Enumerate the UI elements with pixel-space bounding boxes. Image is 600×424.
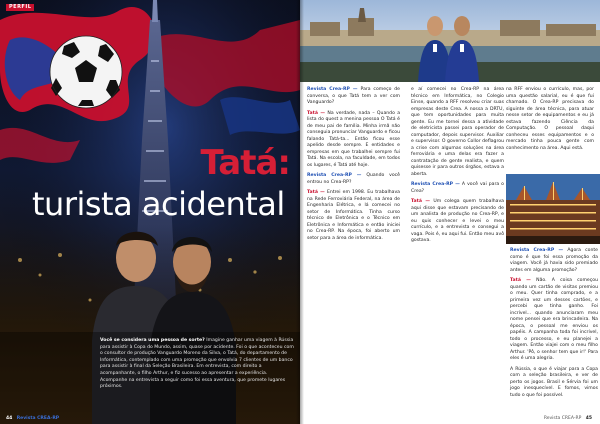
article-paragraph xyxy=(307,111,400,170)
photo-moscow-river xyxy=(300,0,600,82)
article-paragraph xyxy=(307,87,400,107)
interviewee-label: Tatá — xyxy=(307,190,328,195)
article-title-line-2: turista acidental xyxy=(32,185,285,223)
paragraph-text: na RFF enviou o currículo, mas, por uma questão salarial, eu é que fui chamado. O Crea-RP precisava do siguinte de área técnica, para atuar nesse setor de equipamentos e eu já estava fazendo Ciência da Computação. O pessoal daqui conheceu esses equipamentos e o mercado tinha pouca gente com conhecimento na área. Aqui está. xyxy=(506,87,594,151)
article-paragraph xyxy=(307,173,400,186)
interviewee-label: Tatá — xyxy=(510,278,537,283)
paragraph-text: Entrei em 1998. Eu trabalhava na Rede Ferroviária Federal, na área de Engenharia Elétrica, e lá comecei no setor de Informática. Tinha curso técnico de Eletrônica e o Técnico em Eletrônica e Informática e então iniciei no Crea-RP. Na época, foi aberto um setor para a área de informática. xyxy=(307,190,400,241)
right-footer xyxy=(544,416,592,421)
interviewer-label: Revista Crea-RP — xyxy=(307,173,367,178)
page-number-right: 45 xyxy=(585,416,592,421)
left-footer xyxy=(6,416,59,421)
article-column-3-bottom xyxy=(510,248,598,403)
interviewee-label: Tatá — xyxy=(411,199,434,204)
paragraph-text: e aí comecei no Crea-RP na área técnico em Informática, no Colegio Einse, quando a RFF resolveu criar suas empresas deste Crea. A nossa a DRTU, que tem oportunidades para muita gente. Eu me tornei dessa a atividade de eletricista passei para operador de computador, depois supervisor. Auxiliar e supervisor. O governo Collor deflagrou a crise com algumas soluções na área ferroviária e uma delas era fazer a contratação de gente realista, e quem quisesse ir para outros órgãos, estava a aberta. xyxy=(411,87,504,177)
paragraph-text: Para começo de conversa, o que Tatá tem a ver com Vanguardo? xyxy=(307,87,401,105)
intro-paragraph xyxy=(100,338,295,391)
paragraph-text: Na verdade, nada – Quando a lista do quest a menina pessoa O Tatá é de meu pai de família. Minha irmã não conseguia pronunciar Vanguardo e ficou falando Tatá-ta... Então ficou esse apelido desde sempre. E entidades e empresas em que trabalhei sempre fui Tatá. Na escola, na faculdade, em todos os lugares, é Tatá até hoje. xyxy=(307,110,401,168)
article-paragraph xyxy=(506,87,594,152)
paragraph-text: Quando você entrou no Crea-RP? xyxy=(307,173,400,185)
soccer-ball-icon xyxy=(50,36,122,108)
article-paragraph xyxy=(510,367,598,400)
right-page xyxy=(300,0,600,424)
article-title-line-1: Tatá: xyxy=(200,143,290,183)
page-number-left: 44 xyxy=(6,416,13,421)
article-column-3-top xyxy=(506,87,594,156)
paragraph-text: Um colega quem trabalhava aqui disse que estavam precisando de um analista de produção no Crea-RP, e eu quis conhecer e levei o meu currículo, e a entrevista e consegui a vaga. Pois é, eu aqui fui. Então meu avô gostava. xyxy=(411,199,504,243)
article-paragraph xyxy=(307,190,400,242)
article-paragraph xyxy=(411,182,504,195)
paragraph-text: A Rússia, o que é viajar para a Copa com a seleção brasileira, e ver de perto os jogos. Brasil e Sérvia foi um jogo inesquecível. E fomos, vimos tudo o que foi possível. xyxy=(510,366,598,398)
paragraph-text: A você vai para o Crea? xyxy=(411,182,504,194)
article-paragraph xyxy=(411,87,504,178)
page-gutter-shadow xyxy=(296,0,304,424)
magazine-name-left: Revista CREA-RP xyxy=(16,416,60,421)
magazine-name-right: Revista CREA-RP xyxy=(543,416,582,421)
interviewer-label: Revista Crea-RP — xyxy=(510,248,568,253)
interviewer-label: Revista Crea-RP — xyxy=(307,87,361,92)
intro-body: Imagine ganhar uma viagem à Rússia para assistir à Copa do Mundo, assim, quase por acidente. Foi o que aconteceu com o consultor de produção Vanguardo Moreno da Silva, o Tatá, do departamento de Informática, contemplado com uma promoção que envolvia 7 clientes de um banco para assistir à final da Seleção Brasileira. Em entrevista, com direito a acompanhante, o filho Arthur, e fiz sucesso ao apresentar a experiência. Acompanhe na entrevista a seguir como foi essa aventura, que promete lugares próximos. xyxy=(100,338,294,390)
photo-gum-store-night xyxy=(506,174,600,244)
paragraph-text: Agora conte como é que foi essa promoção da viagem. Você já havia sido premiado antes em alguma promoção? xyxy=(510,248,598,273)
section-tag: PERFIL xyxy=(6,4,34,11)
article-paragraph xyxy=(510,248,598,274)
intro-lead: Você se considera uma pessoa de sorte? xyxy=(100,338,205,343)
article-paragraph xyxy=(510,278,598,363)
article-column-1 xyxy=(307,87,400,246)
interviewer-label: Revista Crea-RP — xyxy=(411,182,462,187)
article-paragraph xyxy=(411,199,504,245)
interviewee-label: Tatá — xyxy=(307,110,328,116)
article-column-2 xyxy=(411,87,504,249)
paragraph-text: Não. A coisa começou quando um cartão de visitas premiou o meu. Quer tinha comprado, e a primeira vez um desses cartões, e percebi que tinha ganho. Foi incrível... quando anunciaram meu nome pensei que era brincadeira. Na época, o pessoal me enviou os papéis. A campanha toda foi incrível, todo o processo, e eu planejei a viagem. Então viajei com o meu filho Arthur. 'Pô, o senhor tem que ir!' Para eles é uma alegria. xyxy=(510,278,598,361)
